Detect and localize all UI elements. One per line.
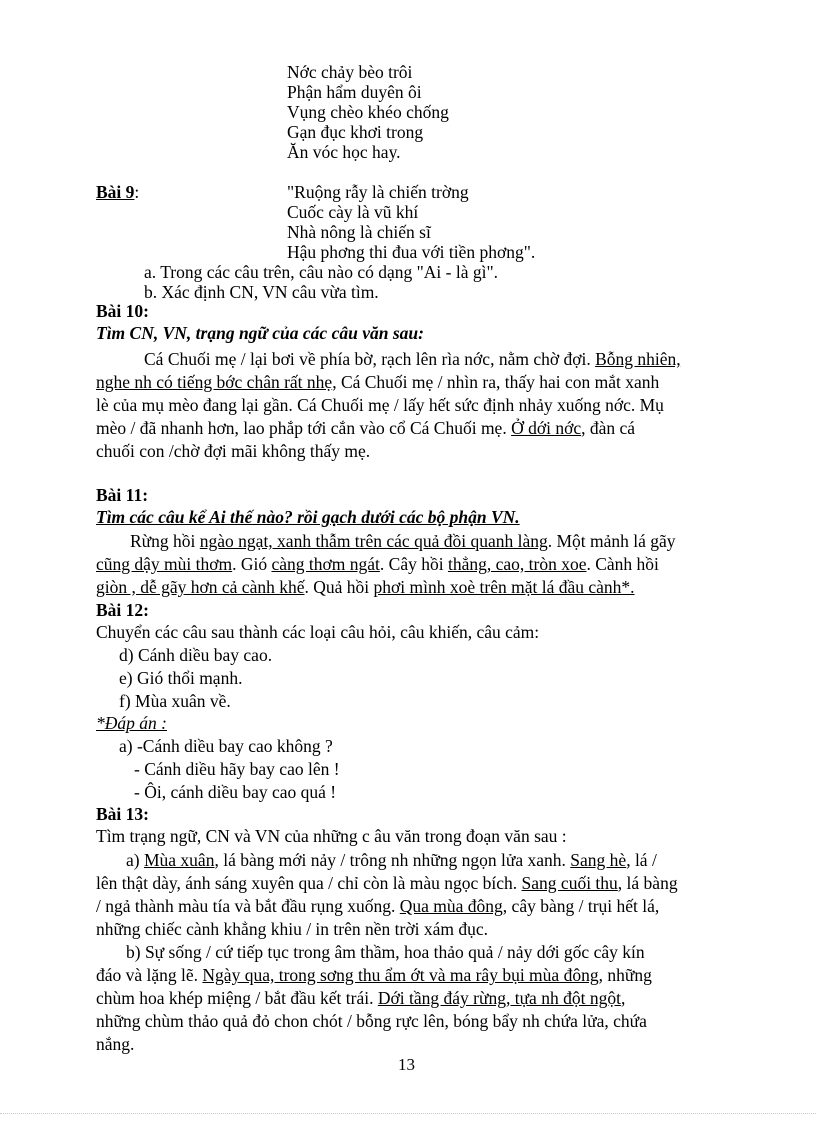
text: . Một mảnh lá gãy — [547, 531, 676, 551]
exercise-12-item: d) Cánh diều bay cao. — [119, 645, 273, 665]
underlined-text: Qua mùa đông — [399, 896, 503, 916]
exercise-11-text-line — [96, 554, 659, 574]
underlined-text: Sang cuối thu — [521, 873, 618, 893]
text: , đàn cá — [581, 418, 636, 438]
exercise-10-text-line — [96, 372, 659, 392]
text: đáo và lặng lẽ. — [96, 965, 203, 985]
exercise-9-poem-line: Hậu phơng thi đua với tiền phơng". — [287, 242, 536, 262]
exercise-10-text-line — [96, 418, 635, 438]
underlined-text: giòn , dễ gãy hơn cả cành khế — [96, 577, 305, 597]
exercise-12-answer: - Ôi, cánh diều bay cao quá ! — [134, 782, 337, 802]
text: . Cây hồi — [379, 554, 448, 574]
exercise-13-text-line: những chiếc cành khẳng khiu / in trên nền trời xám đục. — [96, 919, 488, 939]
exercise-9-question: a. Trong các câu trên, câu nào có dạng "Ai - là gì". — [144, 262, 498, 282]
poem-line: Nớc chảy bèo trôi — [287, 62, 413, 82]
poem-line: Gạn đục khơi trong — [287, 122, 424, 142]
text: / ngả thành màu tía và bắt đầu rụng xuống. — [96, 896, 400, 916]
exercise-13-text-line — [126, 850, 657, 870]
exercise-12-answer: - Cánh diều hãy bay cao lên ! — [134, 759, 340, 779]
exercise-13-text-line — [96, 896, 659, 916]
exercise-11-prompt: Tìm các câu kể Ai thế nào? rồi gạch dưới các bộ phận VN. — [96, 507, 520, 527]
exercise-13-text-line: b) Sự sống / cứ tiếp tục trong âm thầm, hoa thảo quả / nảy dới gốc cây kín — [126, 942, 645, 962]
page-bottom-divider — [0, 1113, 816, 1114]
text: Cá Chuối mẹ / lại bơi về phía bờ, rạch lên rìa nớc, nằm chờ đợi. — [144, 349, 596, 369]
exercise-13-text-line: nắng. — [96, 1034, 135, 1054]
exercise-9-heading — [96, 182, 139, 202]
exercise-10-text-line: chuối con /chờ đợi mãi không thấy mẹ. — [96, 441, 371, 461]
exercise-9-colon: : — [134, 182, 140, 202]
poem-line: Phận hẩm duyên ôi — [287, 82, 422, 102]
exercise-13-title: Bài 13: — [96, 804, 149, 824]
underlined-text: Mùa xuân — [143, 850, 215, 870]
exercise-10-prompt: Tìm CN, VN, trạng ngữ của các câu văn sau: — [96, 323, 424, 343]
exercise-10-title: Bài 10: — [96, 301, 149, 321]
exercise-9-poem-line: "Ruộng rẫy là chiến trờng — [287, 182, 469, 202]
exercise-12-title: Bài 12: — [96, 600, 149, 620]
poem-line: Vụng chèo khéo chống — [287, 102, 449, 122]
underlined-text: càng thơm ngát — [271, 554, 380, 574]
exercise-12-answer: a) -Cánh diều bay cao không ? — [119, 736, 333, 756]
text: a) — [126, 850, 144, 870]
exercise-13-text-line — [96, 873, 678, 893]
text: Rừng hồi — [130, 531, 200, 551]
underlined-text: thẳng, cao, tròn xoe — [447, 554, 587, 574]
answer-label-text: *Đáp án : — [96, 713, 167, 733]
exercise-13-prompt: Tìm trạng ngữ, CN và VN của những c âu văn trong đoạn văn sau : — [96, 826, 567, 846]
underlined-text: Dới tầng đáy rừng, tựa nh đột ngột — [377, 988, 621, 1008]
exercise-12-prompt: Chuyển các câu sau thành các loại câu hỏi, câu khiến, câu cảm: — [96, 622, 540, 642]
text: , những — [598, 965, 652, 985]
underlined-text: ngào ngạt, xanh thẫm trên các quả đồi quanh làng — [199, 531, 548, 551]
exercise-11-text-line — [96, 577, 635, 597]
exercise-9-title: Bài 9 — [96, 182, 135, 202]
underlined-text: Bỗng nhiên, — [595, 349, 681, 369]
text: . Gió — [232, 554, 272, 574]
exercise-13-text-line: những chùm thảo quả đỏ chon chót / bỗng rực lên, bóng bẩy nh chứa lửa, chứa — [96, 1011, 647, 1031]
underlined-text: Ngày qua, trong sơng thu ẩm ớt và ma rây bụi mùa đông — [202, 965, 599, 985]
exercise-12-item: f) Mùa xuân về. — [119, 691, 231, 711]
exercise-9-poem-line: Nhà nông là chiến sĩ — [287, 222, 431, 242]
underlined-text: cũng dậy mùi thơm — [96, 554, 233, 574]
exercise-12-item: e) Gió thổi mạnh. — [119, 668, 243, 688]
exercise-10-text-line — [144, 349, 681, 369]
text: . Quả hồi — [304, 577, 374, 597]
underlined-text: nghe nh có tiếng bớc chân rất nhẹ — [96, 372, 333, 392]
exercise-13-text-line — [96, 965, 652, 985]
text: , — [620, 988, 626, 1008]
text: , lá bàng mới nảy / trông nh những ngọn lửa xanh. — [214, 850, 571, 870]
text: , Cá Chuối mẹ / nhìn ra, thấy hai con mắt xanh — [332, 372, 660, 392]
text: mèo / đã nhanh hơn, lao phắp tới cắn vào cổ Cá Chuối mẹ. — [96, 418, 512, 438]
exercise-9-poem-line: Cuốc cày là vũ khí — [287, 202, 419, 222]
text: , lá / — [626, 850, 657, 870]
exercise-11-title: Bài 11: — [96, 485, 149, 505]
text: , cây bàng / trụi hết lá, — [502, 896, 660, 916]
exercise-9-question: b. Xác định CN, VN câu vừa tìm. — [144, 282, 379, 302]
exercise-13-text-line — [96, 988, 625, 1008]
underlined-text: phơi mình xoè trên mặt lá đầu cành*. — [373, 577, 635, 597]
poem-line: Ăn vóc học hay. — [287, 142, 401, 162]
text: lên thật dày, ánh sáng xuyên qua / chỉ còn là màu ngọc bích. — [96, 873, 522, 893]
exercise-10-text-line: lè của mụ mèo đang lại gần. Cá Chuối mẹ / lấy hết sức định nhảy xuống nớc. Mụ — [96, 395, 664, 415]
exercise-12-answer-label — [96, 713, 167, 733]
text: chùm hoa khép miệng / bắt đầu kết trái. — [96, 988, 378, 1008]
exercise-11-text-line — [130, 531, 676, 551]
page-number: 13 — [398, 1055, 415, 1074]
text: , lá bàng — [617, 873, 678, 893]
underlined-text: Ở dới nớc — [511, 418, 582, 438]
text: . Cành hồi — [586, 554, 659, 574]
underlined-text: Sang hè — [570, 850, 627, 870]
